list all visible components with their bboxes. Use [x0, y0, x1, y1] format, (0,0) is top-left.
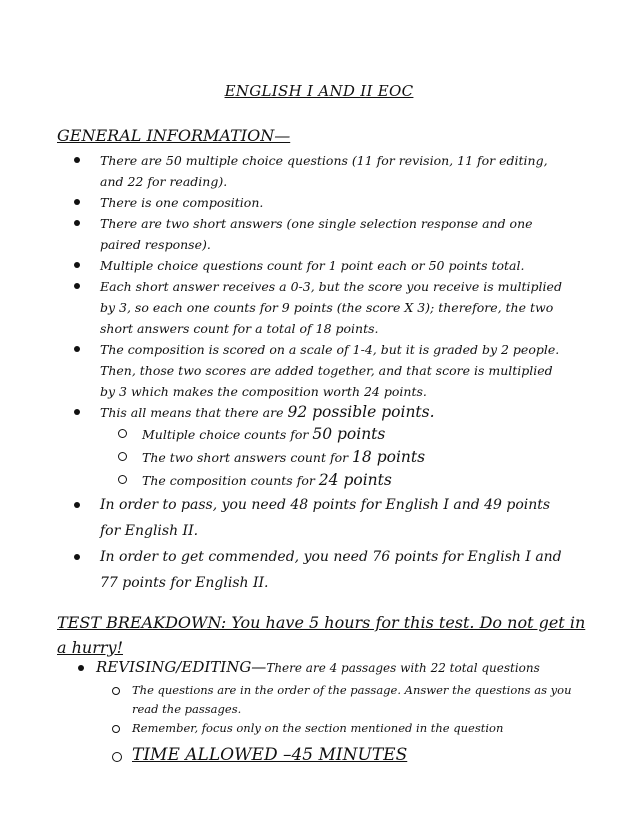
test-breakdown-section	[78, 656, 578, 768]
circle-bullet-icon	[112, 687, 120, 695]
list-item-commended: In order to get commended, you need 76 points for English I and 77 points for English II.	[70, 544, 570, 596]
circle-bullet-icon	[118, 429, 127, 438]
sub-list-item: The two short answers count for 18 points	[118, 446, 570, 469]
list-item: There are 50 multiple choice questions (11 for revision, 11 for editing, and 22 for reading).	[70, 150, 570, 192]
bullet-icon	[74, 262, 80, 268]
time-allowed-item	[112, 742, 578, 768]
general-information-list	[70, 150, 570, 596]
circle-bullet-icon	[118, 452, 127, 461]
page-title: ENGLISH I AND II EOC	[224, 82, 414, 100]
note-item: Remember, focus only on the section mentioned in the question	[112, 719, 578, 738]
list-item-total-points: This all means that there are 92 possible points. Multiple choice counts for 50 points The two short answers count for 18 points The composition counts for 24 points	[70, 402, 570, 492]
general-information-heading: GENERAL INFORMATION—	[57, 126, 291, 145]
list-item-pass: In order to pass, you need 48 points for English I and 49 points for English II.	[70, 492, 570, 544]
note-item: The questions are in the order of the passage. Answer the questions as you read the passages.	[112, 681, 578, 719]
list-item: There are two short answers (one single selection response and one paired response).	[70, 213, 570, 255]
list-item: There is one composition.	[70, 192, 570, 213]
bullet-icon	[78, 665, 84, 671]
list-item: The composition is scored on a scale of 1-4, but it is graded by 2 people. Then, those two scores are added together, and that score is multiplied by 3 which makes the composition worth 24 points.	[70, 339, 570, 402]
bullet-icon	[74, 346, 80, 352]
circle-bullet-icon	[118, 475, 127, 484]
bullet-icon	[74, 220, 80, 226]
section-label: REVISING/EDITING—	[96, 658, 267, 676]
total-points: 92 possible points.	[287, 403, 435, 421]
test-breakdown-heading: TEST BREAKDOWN: You have 5 hours for this test. Do not get in a hurry!	[57, 613, 586, 657]
bullet-icon	[74, 502, 80, 508]
time-allowed: TIME ALLOWED –45 MINUTES	[132, 745, 408, 765]
points-breakdown-list	[100, 423, 570, 492]
bullet-icon	[74, 409, 80, 415]
section-detail: There are 4 passages with 22 total questions	[266, 661, 540, 675]
revising-editing-item	[78, 656, 578, 679]
circle-bullet-icon	[112, 752, 122, 762]
list-item: Multiple choice questions count for 1 point each or 50 points total.	[70, 255, 570, 276]
bullet-icon	[74, 554, 80, 560]
bullet-icon	[74, 157, 80, 163]
circle-bullet-icon	[112, 725, 120, 733]
sub-list-item: Multiple choice counts for 50 points	[118, 423, 570, 446]
list-item: Each short answer receives a 0-3, but the score you receive is multiplied by 3, so each one counts for 9 points (the score X 3); therefore, the two short answers count for a total of 18 points.	[70, 276, 570, 339]
bullet-icon	[74, 283, 80, 289]
sub-list-item: The composition counts for 24 points	[118, 469, 570, 492]
revising-editing-notes	[78, 681, 578, 768]
bullet-icon	[74, 199, 80, 205]
